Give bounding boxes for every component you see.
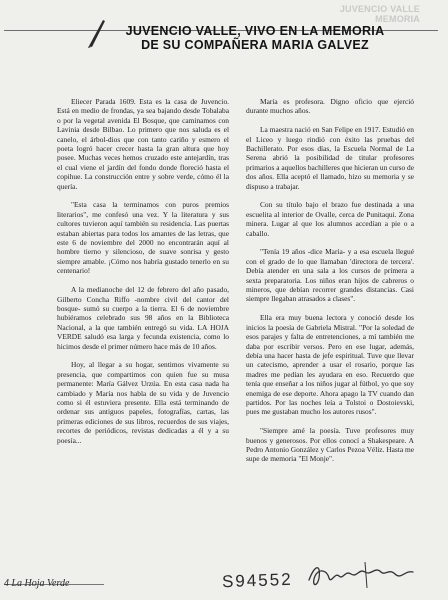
bleed-line-2: MEMORIA	[375, 14, 420, 24]
paragraph: "Tenía 19 años -dice María- y a esa escuela llegué con el grado de lo que llamaban 'directora de tercera'. Debía atender en una sala a los cursos de primera a sexta preparatoria. Los niños eran hijos de cabreros o mineros, que debían recorrer grandes distancias. Casi siempre llegaban atrasados a clases".	[246, 247, 414, 304]
page-footer: 4 La Hoja Verde	[4, 578, 70, 589]
bleed-line-1: JUVENCIO VALLE	[339, 4, 420, 14]
paragraph: La maestra nació en San Felipe en 1917. Estudió en el Liceo y luego rindió con éxito las pruebas del Bachillerato. Por esos días, la Escuela Normal de La Serena abrió la posibilidad de titular profesores primarios a aquellos bachilleres que hicieran un curso de dos años. Ella aceptó el llamado, hizo su memoria y se dispuso a trabajar.	[246, 125, 414, 191]
bleed-through-text	[340, 4, 420, 24]
handwritten-signature	[305, 558, 425, 597]
paragraph: "Esta casa la terminamos con puros premios literarios", me confesó una vez. Y la literatura y sus cultores tuvieron aquí también su residencia. Las puertas estaban abiertas para todos los amantes de las letras, que este 6 de noviembre del 2000 no encontrarán aquí al hombre tierno y silencioso, de suave sonrisa y gesto siempre amable. ¡Cómo nos habría gustado tenerlo en su centenario!	[57, 200, 229, 276]
left-column	[57, 97, 229, 454]
paragraph: Con su título bajo el brazo fue destinada a una escuelita al interior de Ovalle, cerca de Punitaqui. Zona minera. Lugar al que los alumnos accedían a pie o a caballo.	[246, 200, 414, 238]
paragraph: Hoy, al llegar a su hogar, sentimos vivamente su presencia, que compartimos con quien fue su musa permanente: María Gálvez Urzúa. En esta casa nada ha cambiado y María nos habla de su vida y de Juvencio como si él estuviera presente. Ella está terminando de ordenar sus antiguos papeles, fotografías, cartas, las primeras ediciones de sus libros, recuerdos de sus viajes, recortes de periódicos, revistas dedicadas a él y a su poesía...	[57, 360, 229, 445]
pen-nib-icon	[85, 18, 107, 53]
archive-stamp: S94552	[221, 569, 293, 592]
paragraph: María es profesora. Digno oficio que ejerció durante muchos años.	[246, 97, 414, 116]
paragraph: Eliecer Parada 1609. Esta es la casa de Juvencio. Está en medio de frondas, ya sea bajando desde Tobalaba o por la vegetal avenida El Bosque, que caminamos con Lavinia desde Bilbao. Lo primero que nos saluda es el canelo, el árbol-dios que con tanto cariño y esmero el poeta logró hacer crecer hasta la gran altura que hoy posee. Muchas veces hemos cruzado este antejardín, tras el cual viene el jardín del fondo donde floreció hasta el copihue. La construcción entre y sobre verde, cómo él la quería.	[57, 97, 229, 191]
paragraph: A la medianoche del 12 de febrero del año pasado, Gilberto Concha Riffo -nombre civil del cantor del bosque- sumó su cuerpo a la tierra. El 6 de noviembre hubiéramos celebrado sus 98 años en la Biblioteca Nacional, a la que también entregó su vida. LA HOJA VERDE saludó esa larga y fecunda existencia, como lo hicimos desde el primer número hace más de 10 años.	[57, 285, 229, 351]
right-column	[246, 97, 414, 473]
article-title	[105, 24, 405, 52]
paragraph: "Siempre amé la poesía. Tuve profesores muy buenos y generosos. Por ellos conocí a Shakespeare. A Pedro Antonio González y Carlos Pezoa Véliz. Hasta me supe de memoria "El Monje".	[246, 426, 414, 464]
paragraph: Ella era muy buena lectora y conoció desde los inicios la poesía de Gabriela Mistral. "Por la soledad de esos parajes y falta de entretenciones, a mí también me daba por escribir versos. Pero en ese lugar, además, debía una hacer hasta de jefe espiritual. Tuve que llevar un catecismo, aprender a usar el rosario, porque las madres me pedían les ayudara en eso. Recuerdo que tenía que enseñar a los niños jugar al fútbol, yo que soy enemiga de ese deporte. Ahora apago la TV cuando dan partidos. Por las noches leía a Tolstoi o Dostoievski, pues me gustaban mucho los autores rusos".	[246, 313, 414, 417]
title-line-1: JUVENCIO VALLE, VIVO EN LA MEMORIA	[125, 24, 385, 38]
title-line-2: DE SU COMPAÑERA MARIA GALVEZ	[141, 38, 369, 52]
